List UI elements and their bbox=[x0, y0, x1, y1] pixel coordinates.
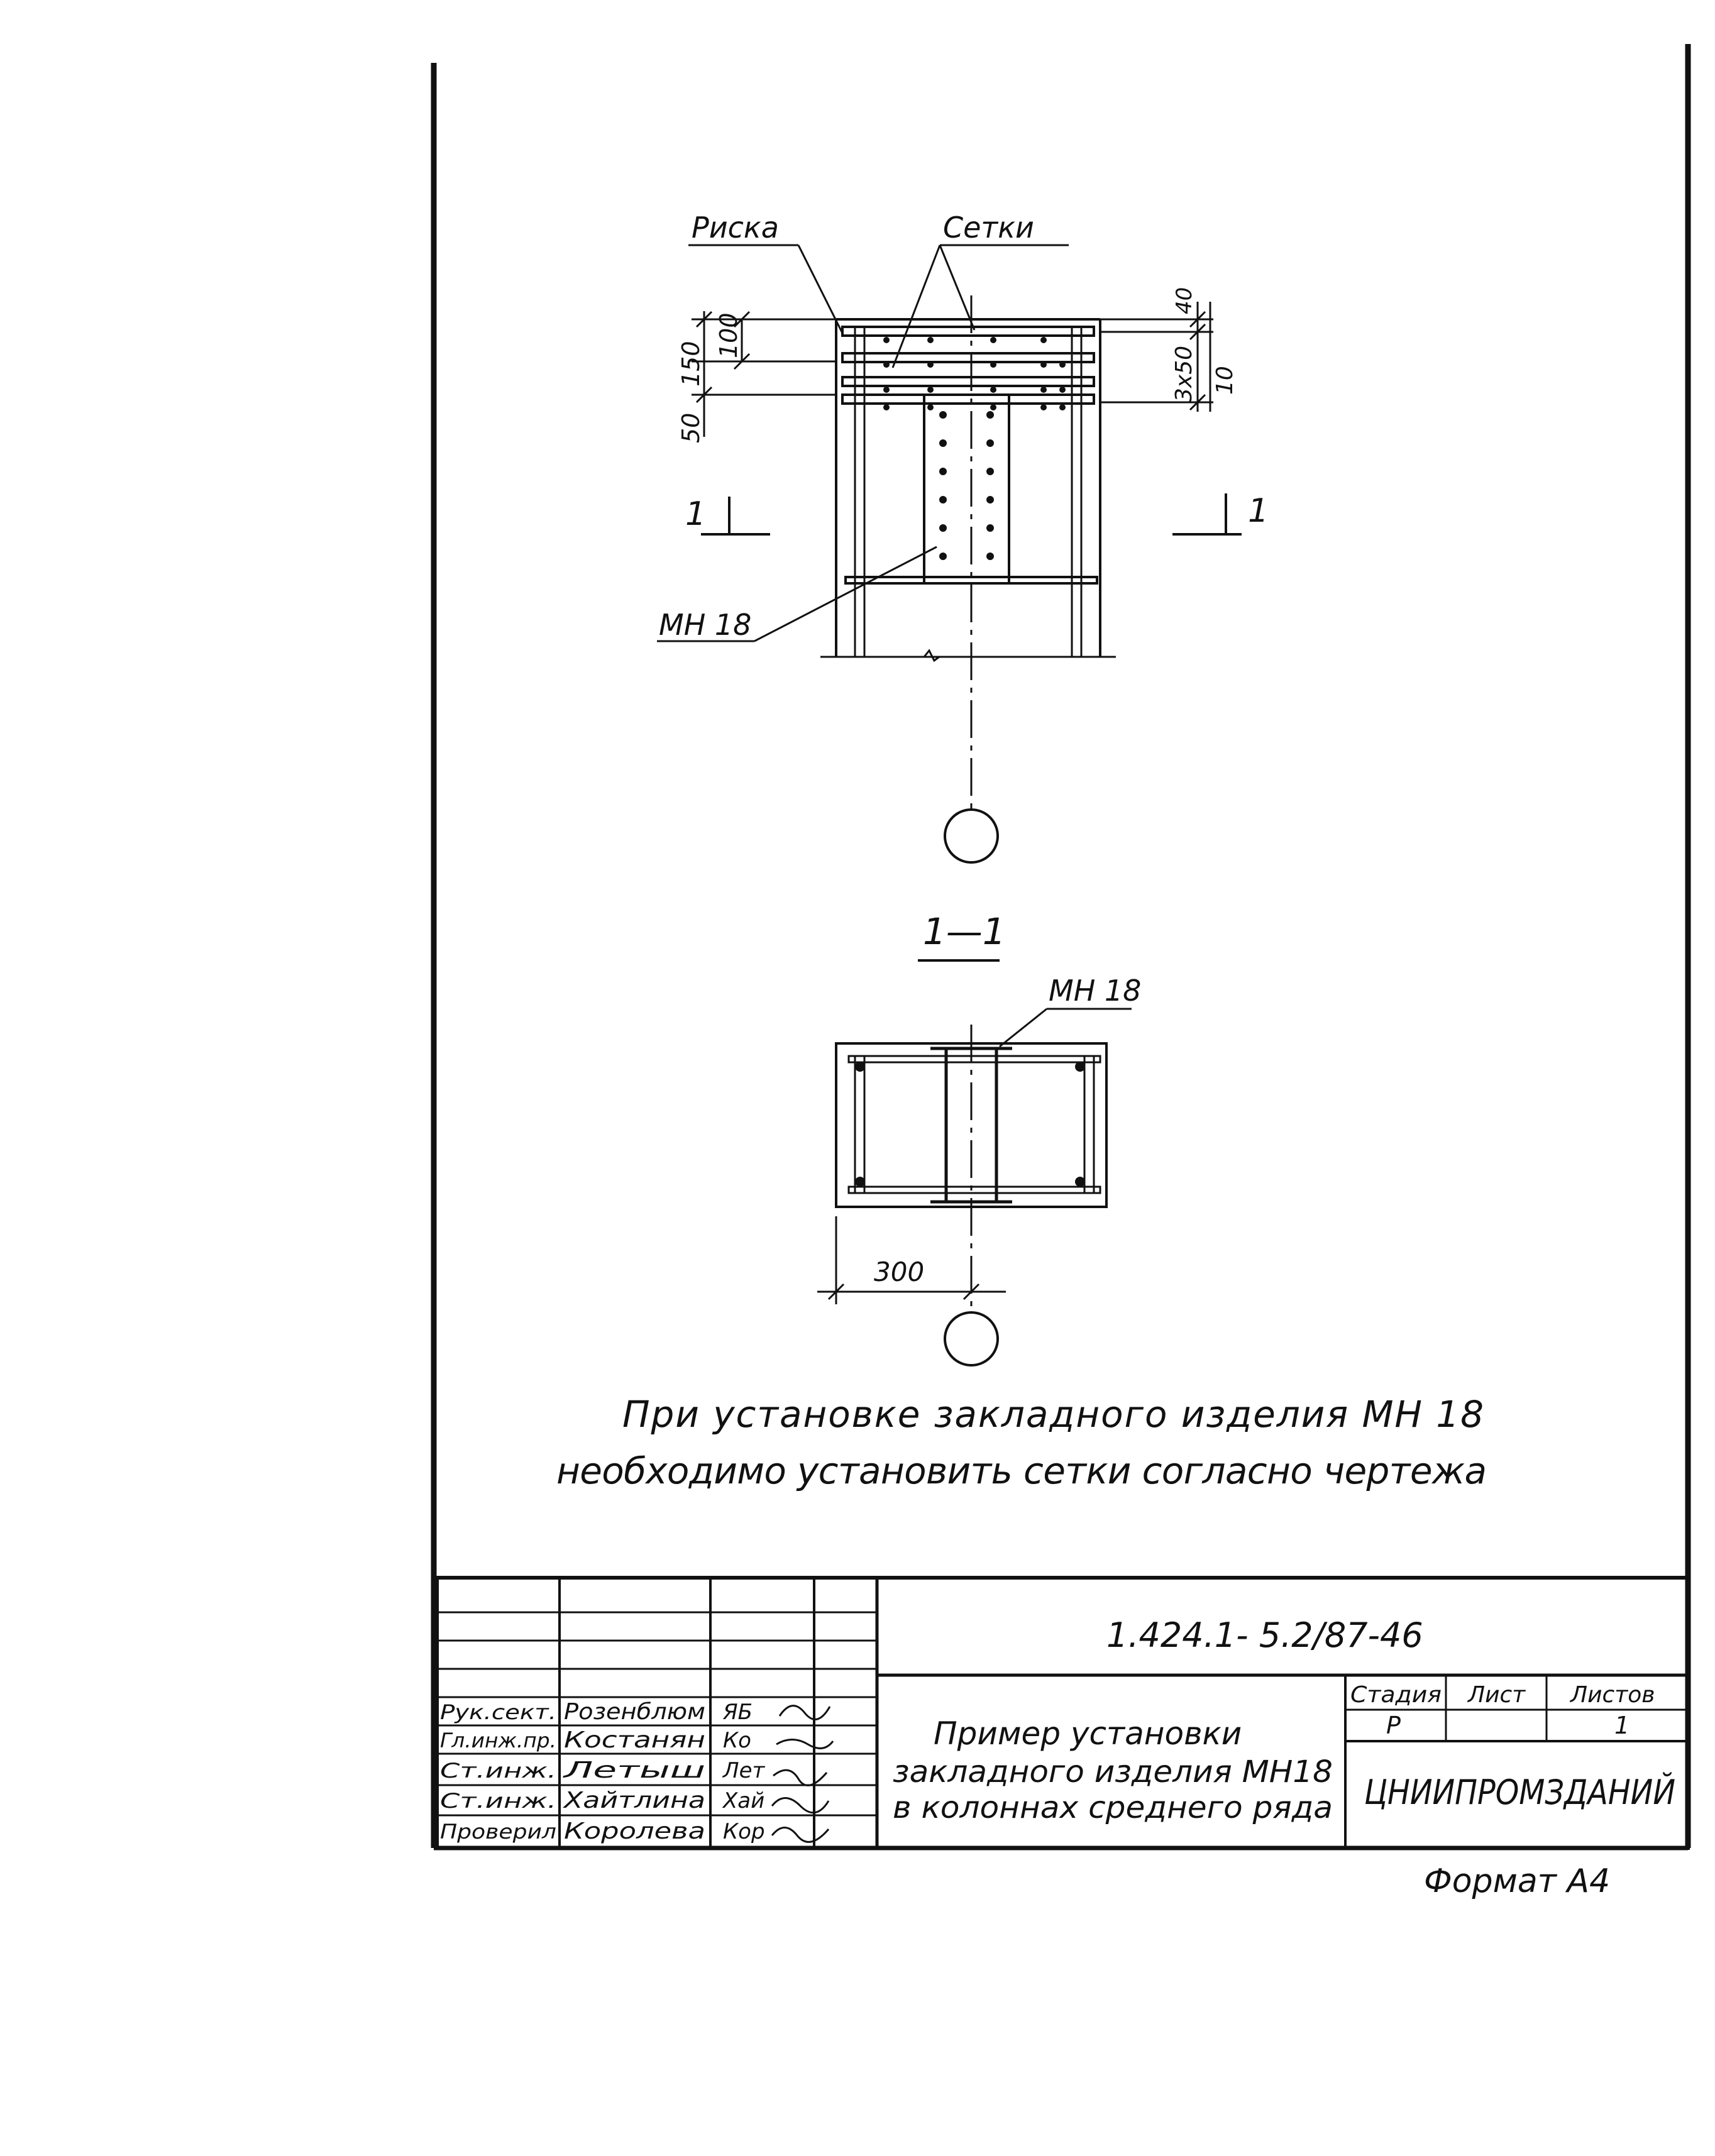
label-mh18-elevation: МН 18 bbox=[659, 608, 752, 642]
sign-4: Хай bbox=[723, 1788, 765, 1813]
note-line-1: При установке закладного изделия МН 18 bbox=[622, 1393, 1484, 1436]
role-4: Ст.инж. bbox=[440, 1789, 556, 1813]
dim-300: 300 bbox=[874, 1257, 925, 1287]
dim-150: 150 bbox=[677, 341, 705, 387]
dim-100: 100 bbox=[715, 312, 742, 358]
role-3: Ст.инж. bbox=[440, 1759, 556, 1783]
sign-3: Лет bbox=[723, 1758, 765, 1783]
format-label: Формат А4 bbox=[1424, 1862, 1611, 1900]
note bbox=[556, 1393, 1487, 1492]
name-5: Королева bbox=[564, 1818, 705, 1844]
sheets-header: Листов bbox=[1570, 1682, 1655, 1708]
label-setki: Сетки bbox=[943, 211, 1034, 245]
section-texts bbox=[874, 910, 1141, 1287]
role-5: Проверил bbox=[440, 1820, 556, 1844]
section-1-1 bbox=[817, 960, 1132, 1307]
title-line-3: в колоннах среднего ряда bbox=[893, 1790, 1333, 1825]
role-2: Гл.инж.пр. bbox=[440, 1729, 556, 1752]
stage-header: Стадия bbox=[1350, 1682, 1442, 1708]
axis-bubble-bottom bbox=[945, 1312, 998, 1365]
title-line-1: Пример установки bbox=[934, 1715, 1242, 1752]
sign-2: Ко bbox=[723, 1728, 751, 1753]
sign-5: Кор bbox=[723, 1819, 765, 1844]
sheet-header: Лист bbox=[1468, 1682, 1526, 1708]
role-1: Рук.сект. bbox=[440, 1700, 556, 1724]
embedded-plate-mh18 bbox=[924, 395, 1009, 583]
sign-1: ЯБ bbox=[723, 1700, 753, 1725]
name-4: Хайтлина bbox=[562, 1788, 705, 1813]
name-3: Летыш bbox=[561, 1757, 705, 1783]
reinforcement-meshes bbox=[842, 327, 1097, 583]
doc-number: 1.424.1- 5.2/87-46 bbox=[1106, 1615, 1423, 1655]
leader-lines bbox=[657, 245, 1242, 641]
dim-50: 50 bbox=[677, 412, 705, 443]
organization: ЦНИИПРОМЗДАНИЙ bbox=[1364, 1773, 1675, 1812]
section-mark-right: 1 bbox=[1248, 492, 1269, 530]
section-title: 1—1 bbox=[923, 910, 1006, 953]
mesh-dots bbox=[883, 337, 1066, 410]
note-line-2: необходимо установить сетки согласно чертежа bbox=[556, 1449, 1487, 1492]
column-elevation bbox=[820, 295, 1116, 811]
section-corner-bars bbox=[855, 1062, 1085, 1187]
name-2: Костанян bbox=[564, 1727, 705, 1753]
label-mh18-section: МН 18 bbox=[1049, 974, 1142, 1008]
title-block-texts bbox=[440, 1615, 1675, 1900]
name-1: Розенблюм bbox=[564, 1699, 705, 1725]
dim-40: 40 bbox=[1172, 287, 1197, 314]
label-riska: Риска bbox=[692, 211, 779, 245]
title-line-2: закладного изделия МН18 bbox=[893, 1754, 1333, 1790]
dim-3x50: 3x50 bbox=[1171, 345, 1197, 402]
axis-bubble-top bbox=[945, 810, 998, 862]
stage-value: Р bbox=[1386, 1712, 1401, 1739]
dim-10: 10 bbox=[1212, 366, 1238, 395]
sheets-value: 1 bbox=[1614, 1712, 1630, 1739]
section-mark-left: 1 bbox=[685, 495, 707, 533]
